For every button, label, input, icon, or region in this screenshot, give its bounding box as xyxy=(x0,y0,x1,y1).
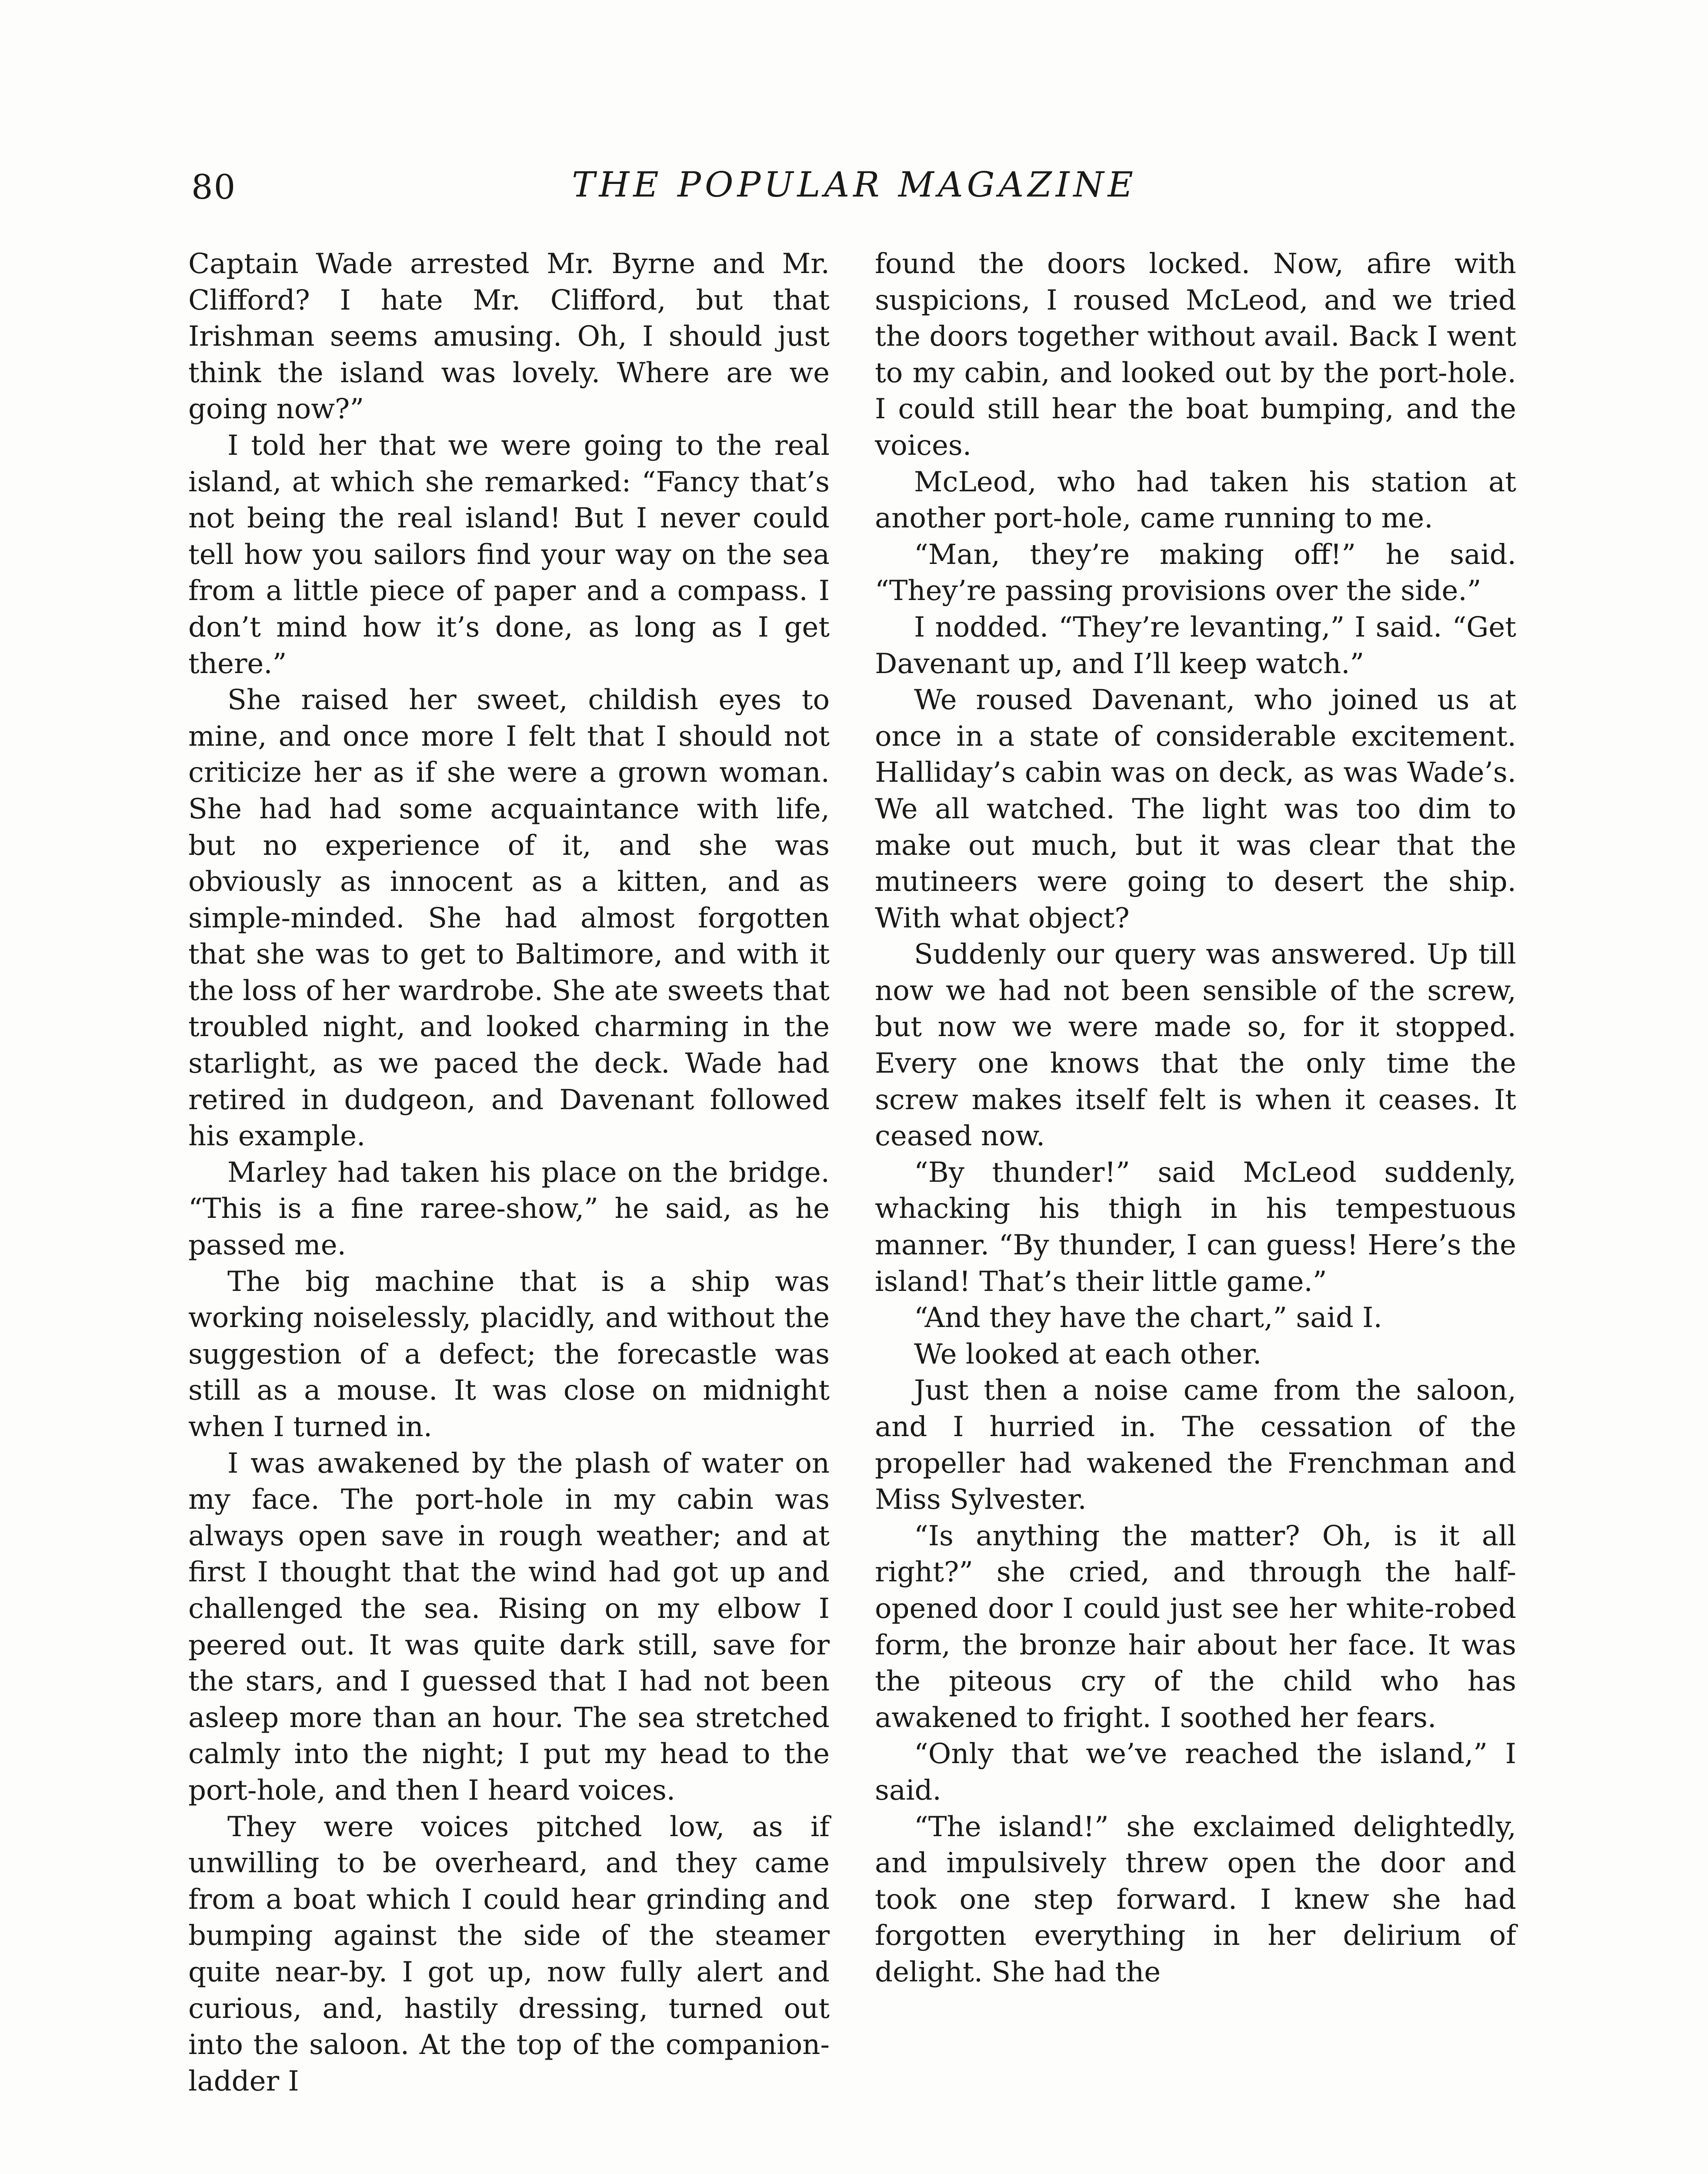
magazine-title: THE POPULAR MAGAZINE xyxy=(572,164,1137,205)
paragraph: I was awakened by the plash of water on my face. The port-hole in my cabin was always open save in rough weather; and at first I thought that the wind had got up and challenged the sea. Rising on my elbow I peered out. It was quite dark still, save for the stars, and I guessed that I had not been asleep more than an hour. The sea stretched calmly into the night; I put my head to the port-hole, and then I heard voices. xyxy=(188,1447,830,1807)
paragraph: “The island!” she exclaimed delightedly, and impulsively threw open the door and took one step forward. I knew she had forgotten everything in her delirium of delight. She had the xyxy=(875,1811,1516,1988)
paragraph: The big machine that is a ship was working noiselessly, placidly, and without the suggestion of a defect; the forecastle was still as a mouse. It was close on midnight when I turned in. xyxy=(188,1265,830,1443)
paragraph: found the doors locked. Now, afire with suspicions, I roused McLeod, and we tried the doors together without avail. Back I went to my cabin, and looked out by the port-hole. I could still hear the boat bumping, and the voices. xyxy=(875,248,1516,462)
paragraph: I nodded. “They’re levanting,” I said. “Get Davenant up, and I’ll keep watch.” xyxy=(875,611,1516,680)
page-number: 80 xyxy=(191,168,237,207)
paragraph: Suddenly our query was answered. Up till now we had not been sensible of the screw, but now we were made so, for it stopped. Every one knows that the only time the screw makes itself felt is when it ceases. It ceased now. xyxy=(875,938,1516,1153)
paragraph: Marley had taken his place on the bridge. “This is a fine raree-show,” he said, as he passed me. xyxy=(188,1156,830,1262)
paragraph: “Man, they’re making off!” he said. “They’re passing provisions over the side.” xyxy=(875,538,1516,607)
paragraph: I told her that we were going to the real island, at which she remarked: “Fancy that’s not being the real island! But I never could tell how you sailors find your way on the sea from a little piece of paper and a compass. I don’t mind how it’s done, as long as I get there.” xyxy=(188,429,830,680)
running-head xyxy=(191,164,1518,217)
paragraph: “And they have the chart,” said I. xyxy=(914,1302,1382,1334)
left-column xyxy=(188,246,830,2100)
paragraph: They were voices pitched low, as if unwilling to be overheard, and they came from a boat which I could hear grinding and bumping against the side of the steamer quite near-by. I got up, now fully alert and curious, and, hastily dressing, turned out into the saloon. At the top of the companion-ladder I xyxy=(188,1811,830,2097)
right-column xyxy=(875,246,1516,1991)
paragraph: She raised her sweet, childish eyes to mine, and once more I felt that I should not criticize her as if she were a grown woman. She had had some acquaintance with life, but no experience of it, and she was obviously as innocent as a kitten, and as simple-minded. She had almost forgotten that she was to get to Baltimore, and with it the loss of her wardrobe. She ate sweets that troubled night, and looked charming in the starlight, as we paced the deck. Wade had retired in dudgeon, and Davenant followed his example. xyxy=(188,684,830,1153)
paragraph: We looked at each other. xyxy=(914,1338,1262,1370)
paragraph: “Is anything the matter? Oh, is it all right?” she cried, and through the half-opened door I could just see her white-robed form, the bronze hair about her face. It was the piteous cry of the child who has awakened to fright. I soothed her fears. xyxy=(875,1520,1516,1734)
paragraph: McLeod, who had taken his station at another port-hole, came running to me. xyxy=(875,466,1516,535)
paragraph: “Only that we’ve reached the island,” I said. xyxy=(875,1738,1516,1807)
paragraph: Captain Wade arrested Mr. Byrne and Mr. Clifford? I hate Mr. Clifford, but that Irishman seems amusing. Oh, I should just think the island was lovely. Where are we going now?” xyxy=(188,248,830,426)
paragraph: “By thunder!” said McLeod suddenly, whacking his thigh in his tempestuous manner. “By thunder, I can guess! Here’s the island! That’s their little game.” xyxy=(875,1156,1516,1298)
paragraph: We roused Davenant, who joined us at once in a state of considerable excitement. Halliday’s cabin was on deck, as was Wade’s. We all watched. The light was too dim to make out much, but it was clear that the mutineers were going to desert the ship. With what object? xyxy=(875,684,1516,934)
paragraph: Just then a noise came from the saloon, and I hurried in. The cessation of the propeller had wakened the Frenchman and Miss Sylvester. xyxy=(875,1374,1516,1516)
